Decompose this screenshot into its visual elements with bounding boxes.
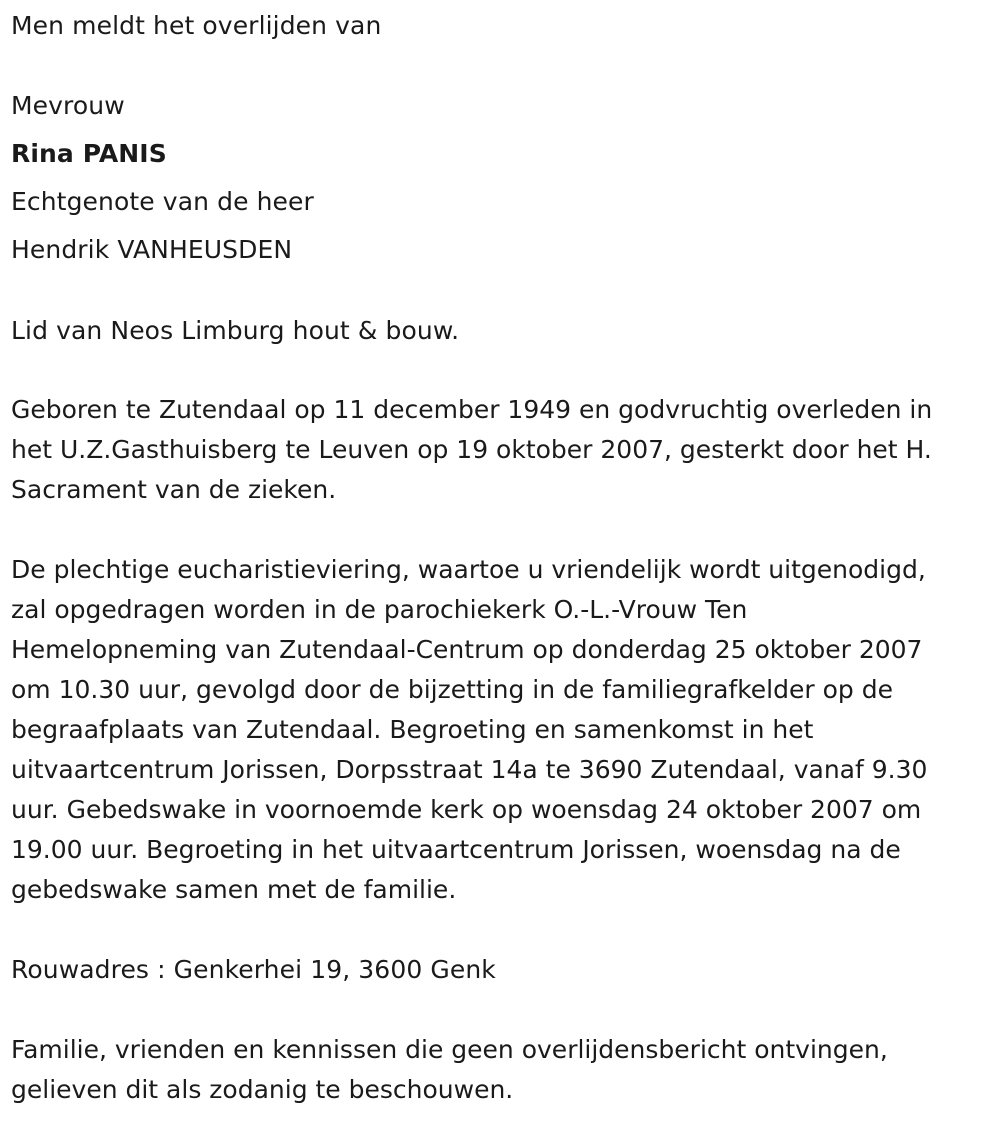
- ceremony-line: uur. Gebedswake in voornoemde kerk op woensdag 24 oktober 2007 om: [11, 795, 922, 824]
- spouse-label: Echtgenote van de heer: [11, 187, 314, 216]
- spouse-name: Hendrik VANHEUSDEN: [11, 235, 293, 264]
- deceased-name: Rina PANIS: [11, 139, 167, 168]
- membership-text: Lid van Neos Limburg hout & bouw.: [11, 316, 460, 345]
- ceremony-line: Hemelopneming van Zutendaal-Centrum op donderdag 25 oktober 2007: [11, 635, 923, 664]
- mourning-address: Rouwadres : Genkerhei 19, 3600 Genk: [11, 955, 496, 984]
- birth-line: Sacrament van de zieken.: [11, 475, 337, 504]
- ceremony-line: om 10.30 uur, gevolgd door de bijzetting in de familiegrafkelder op de: [11, 675, 893, 704]
- family-line: Familie, vrienden en kennissen die geen overlijdensbericht ontvingen,: [11, 1035, 888, 1064]
- family-line: gelieven dit als zodanig te beschouwen.: [11, 1075, 514, 1104]
- ceremony-line: uitvaartcentrum Jorissen, Dorpsstraat 14a te 3690 Zutendaal, vanaf 9.30: [11, 755, 928, 784]
- ceremony-line: zal opgedragen worden in de parochiekerk O.-L.-Vrouw Ten: [11, 595, 748, 624]
- ceremony-line: begraafplaats van Zutendaal. Begroeting en samenkomst in het: [11, 715, 814, 744]
- birth-line: Geboren te Zutendaal op 11 december 1949 en godvruchtig overleden in: [11, 395, 933, 424]
- intro-text: Men meldt het overlijden van: [11, 11, 382, 40]
- birth-line: het U.Z.Gasthuisberg te Leuven op 19 oktober 2007, gesterkt door het H.: [11, 435, 932, 464]
- birth-paragraph: [11, 390, 991, 510]
- ceremony-line: 19.00 uur. Begroeting in het uitvaartcentrum Jorissen, woensdag na de: [11, 835, 901, 864]
- ceremony-paragraph: [11, 550, 991, 910]
- ceremony-line: De plechtige eucharistieviering, waartoe u vriendelijk wordt uitgenodigd,: [11, 555, 926, 584]
- family-paragraph: [11, 1030, 991, 1110]
- honorific: Mevrouw: [11, 91, 125, 120]
- ceremony-line: gebedswake samen met de familie.: [11, 875, 457, 904]
